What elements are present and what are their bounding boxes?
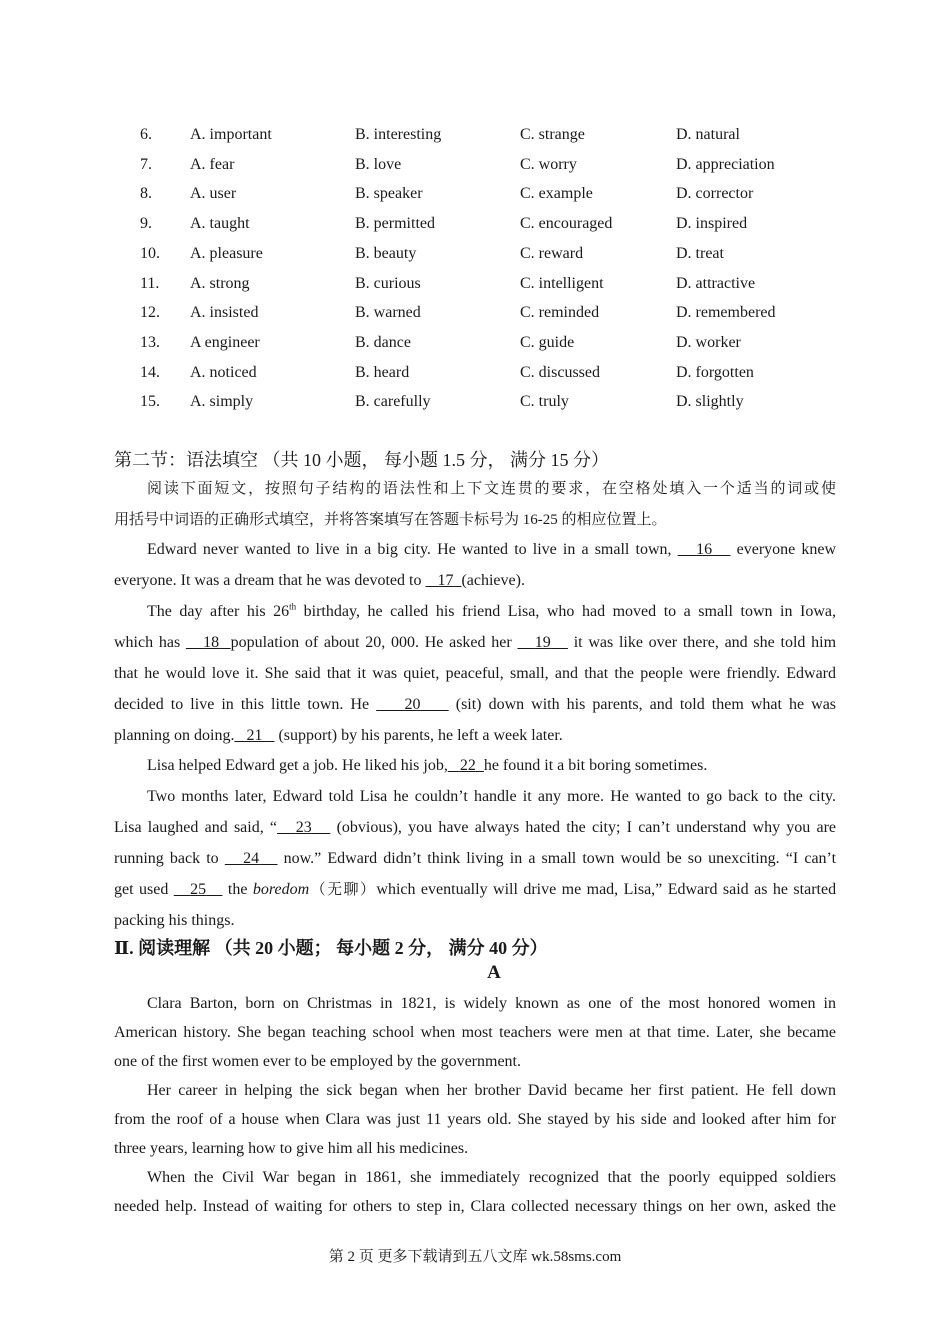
option-d[interactable]: D. natural [676,126,740,143]
option-d[interactable]: D. appreciation [676,155,775,173]
option-d[interactable]: D. slightly [676,393,744,411]
option-c[interactable]: C. discussed [520,363,600,381]
cloze-line: planning on doing. 21 (support) by his parents, he left a week later. [114,727,563,744]
cloze-passage [114,534,836,936]
option-d[interactable]: D. remembered [676,304,776,322]
passage-line: needed help. Instead of waiting for others to step in, Clara collected necessary things on her own, asked the [114,1198,836,1215]
option-b[interactable]: B. beauty [355,244,417,262]
cloze-line: Lisa helped Edward get a job. He liked his job, 22 he found it a bit boring sometimes. [147,757,708,774]
option-a[interactable]: A. user [190,185,237,203]
blank-16[interactable]: 16 [696,541,713,558]
option-c[interactable]: C. reward [520,244,584,262]
question-number: 8. [140,185,152,203]
cloze-line: Two months later, Edward told Lisa he couldn’t handle it any more. He wanted to go back to the city. [147,788,836,805]
passage-a [114,989,836,1221]
option-d[interactable]: D. worker [676,333,741,351]
cloze-line: everyone. It was a dream that he was devoted to 17 (achieve). [114,572,525,589]
passage-label: A [487,962,501,983]
option-b[interactable]: B. carefully [355,393,431,411]
cloze-line: that he would love it. She said that it was quiet, peaceful, small, and that the people were friendly. Edward [114,665,836,682]
cloze-line: get used 25 the boredom（无聊）which eventually will drive me mad, Lisa,” Edward said as he started [114,881,837,898]
option-row [0,275,950,305]
option-d[interactable]: D. treat [676,244,724,262]
page-footer: 第 2 页 更多下载请到五八文库 wk.58sms.com [328,1249,622,1265]
passage-line: Her career in helping the sick began when her brother David became her first patient. He fell down [147,1082,836,1099]
option-a[interactable]: A engineer [190,333,260,351]
passage-line: one of the first women ever to be employed by the government. [114,1053,521,1070]
option-c[interactable]: C. reminded [520,304,600,322]
passage-line: When the Civil War began in 1861, she immediately recognized that the poorly equipped soldiers [147,1169,836,1186]
option-c[interactable]: C. encouraged [520,215,613,233]
option-row [0,393,950,423]
cloze-line: Lisa laughed and said, “ 23 (obvious), you have always hated the city; I can’t understand why you are [114,819,837,836]
option-row [0,304,950,334]
question-number: 13. [140,333,160,351]
option-d[interactable]: D. corrector [676,185,754,203]
option-a[interactable]: A. noticed [190,363,257,381]
option-row [0,185,950,215]
option-a[interactable]: A. strong [190,274,250,292]
option-c[interactable]: C. strange [520,126,585,143]
cloze-line: packing his things. [114,912,235,929]
passage-line: American history. She began teaching school when most teachers were men at that time. Later, she became [114,1024,836,1041]
question-number: 9. [140,215,152,233]
option-a[interactable]: A. simply [190,393,254,411]
option-row [0,245,950,275]
question-number: 6. [140,126,152,143]
cloze-line: which has 18 population of about 20, 000. He asked her 19 it was like over there, and she told him [114,634,837,651]
blank-24[interactable]: 24 [243,850,260,867]
option-c[interactable]: C. example [520,185,593,203]
option-b[interactable]: B. speaker [355,185,423,203]
passage-line: three years, learning how to give him all his medicines. [114,1140,469,1157]
option-a[interactable]: A. fear [190,155,235,173]
option-a[interactable]: A. pleasure [190,244,263,262]
passage-line: from the roof of a house when Clara was just 11 years old. She stayed by his side and looked after him for [114,1111,836,1128]
option-row [0,126,950,156]
blank-19[interactable]: 19 [534,634,551,651]
option-d[interactable]: D. attractive [676,274,756,292]
option-b[interactable]: B. heard [355,363,410,381]
blank-17[interactable]: 17 [437,572,454,589]
blank-23[interactable]: 23 [295,819,312,836]
cloze-line: The day after his 26th birthday, he called his friend Lisa, who had moved to a small town in Iowa, [147,601,837,620]
option-c[interactable]: C. worry [520,155,577,173]
option-a[interactable]: A. important [190,126,272,143]
question-number: 12. [140,304,160,322]
instructions-line: 阅读下面短文，按照句子结构的语法性和上下文连贯的要求，在空格处填入一个适当的词或使 [147,481,836,497]
option-b[interactable]: B. permitted [355,215,435,233]
option-a[interactable]: A. insisted [190,304,259,322]
blank-21[interactable]: 21 [246,727,263,744]
option-c[interactable]: C. intelligent [520,274,604,292]
blank-18[interactable]: 18 [203,634,220,651]
question-number: 15. [140,393,160,411]
option-d[interactable]: D. inspired [676,215,748,233]
cloze-line: decided to live in this little town. He 20 (sit) down with his parents, and told them what he was [114,696,837,713]
blank-25[interactable]: 25 [190,881,207,898]
option-c[interactable]: C. truly [520,393,569,411]
blank-22[interactable]: 22 [459,757,476,774]
section3-heading: Ⅱ. 阅读理解 （共 20 小题； 每小题 2 分， 满分 40 分） [114,938,548,958]
option-c[interactable]: C. guide [520,333,575,351]
option-b[interactable]: B. interesting [355,126,442,143]
instructions-line: 用括号中词语的正确形式填空，并将答案填写在答题卡标号为 16-25 的相应位置上。 [114,512,667,528]
option-row [0,334,950,364]
option-b[interactable]: B. warned [355,304,421,322]
cloze-line: Edward never wanted to live in a big city. He wanted to live in a small town, 16 everyone knew [147,541,837,558]
option-b[interactable]: B. curious [355,274,421,292]
option-row [0,215,950,245]
section2-heading: 第二节：语法填空 （共 10 小题， 每小题 1.5 分， 满分 15 分） [114,450,609,470]
option-row [0,364,950,394]
option-b[interactable]: B. love [355,155,402,173]
question-number: 11. [140,274,160,292]
option-a[interactable]: A. taught [190,215,250,233]
section2-instructions [114,474,836,536]
option-d[interactable]: D. forgotten [676,363,754,381]
question-number: 7. [140,155,152,173]
option-b[interactable]: B. dance [355,333,411,351]
question-number: 14. [140,363,160,381]
cloze-line: running back to 24 now.” Edward didn’t think living in a small town would be so unexciting. “I can’t [114,850,837,867]
blank-20[interactable]: 20 [404,696,421,713]
option-row [0,156,950,186]
question-number: 10. [140,244,160,262]
passage-line: Clara Barton, born on Christmas in 1821, is widely known as one of the most honored women in [147,995,836,1012]
